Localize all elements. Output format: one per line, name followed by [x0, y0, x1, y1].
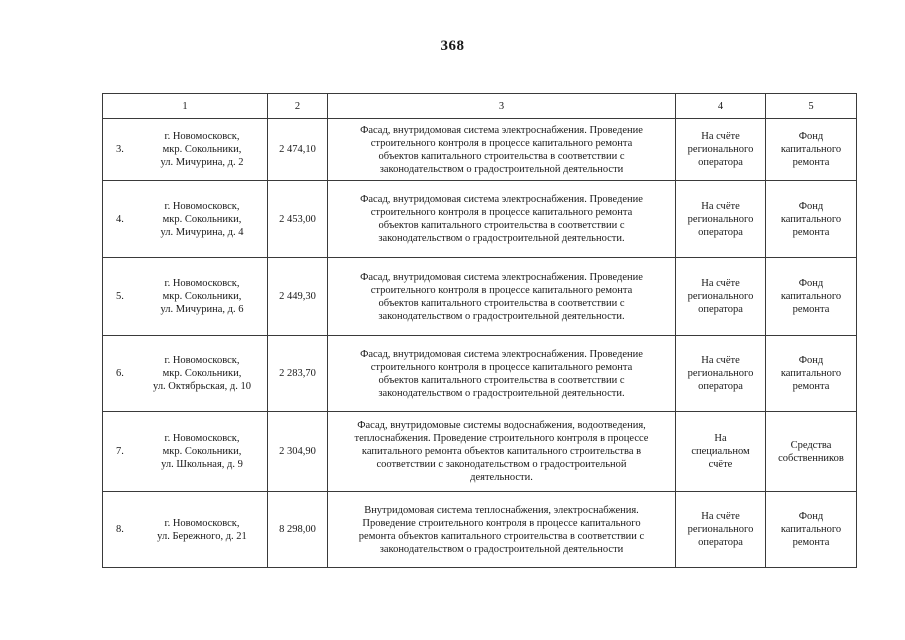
cost-cell: 2 283,70 [268, 336, 328, 412]
account-line: регионального [687, 213, 754, 225]
address-cell [103, 181, 268, 258]
address-line: ул. Школьная, д. 9 [161, 459, 243, 470]
description-line: строительного контроля в процессе капитального ремонта [370, 137, 633, 149]
description-line: законодательством о градостроительной деятельности. [378, 233, 625, 244]
address-line: г. Новомосковск, [164, 433, 240, 444]
table-row [103, 412, 857, 492]
description-line: ремонта объектов капитального строительства в соответствии с [358, 530, 645, 542]
account-line: регионального [687, 144, 754, 155]
column-header: 2 [268, 94, 328, 119]
funding-line: капитального [780, 524, 842, 535]
work-description [328, 181, 676, 258]
account-cell [676, 258, 766, 336]
table-header-row [103, 94, 857, 119]
funding-cell [766, 119, 857, 181]
address-line: мкр. Сокольники, [162, 291, 242, 302]
description-line: объектов капитального строительства в соответствии с [378, 374, 625, 386]
table-row [103, 181, 857, 258]
address [140, 432, 264, 471]
row-number: 4. [116, 213, 124, 225]
description-line: законодательством о градостроительной деятельности. [378, 310, 625, 322]
column-header: 3 [328, 94, 676, 119]
address-cell [103, 336, 268, 412]
description-line: законодательством о градостроительной деятельности [379, 543, 624, 555]
description-line: объектов капитального строительства в соответствии с [378, 150, 625, 162]
account-line: регионального [687, 291, 754, 302]
column-header: 5 [766, 94, 857, 119]
address [140, 517, 264, 543]
row-number: 3. [116, 144, 124, 155]
funding-cell [766, 336, 857, 412]
description-line: законодательством о градостроительной деятельности. [378, 387, 625, 399]
description-line: строительного контроля в процессе капитального ремонта [370, 361, 633, 373]
description-line: строительного контроля в процессе капитального ремонта [370, 207, 633, 218]
table-row [103, 336, 857, 412]
description-line: Проведение строительного контроля в процессе капитального [362, 517, 641, 529]
work-description [328, 336, 676, 412]
work-description [328, 119, 676, 181]
funding-line: собственников [778, 452, 844, 464]
address-line: мкр. Сокольники, [162, 213, 242, 225]
funding-line: капитального [780, 368, 842, 379]
funding-line: Фонд [798, 278, 824, 289]
account-line: На счёте [701, 200, 740, 212]
funding-line: Средства [790, 439, 832, 451]
account-line: На [714, 433, 727, 444]
description-line: Фасад, внутридомовая система электроснабжения. Проведение [360, 194, 643, 205]
account-line: регионального [687, 524, 754, 535]
funding-line: Фонд [798, 355, 824, 366]
funding-cell [766, 258, 857, 336]
cost-cell: 8 298,00 [268, 492, 328, 568]
funding-cell [766, 412, 857, 492]
description-line: Фасад, внутридомовая система электроснабжения. Проведение [360, 348, 643, 360]
address-cell [103, 258, 268, 336]
account-cell [676, 492, 766, 568]
funding-line: ремонта [792, 537, 830, 548]
address-cell [103, 412, 268, 492]
account-line: На счёте [701, 355, 740, 366]
cost-cell: 2 453,00 [268, 181, 328, 258]
account-line: На счёте [701, 511, 740, 522]
address-line: ул. Мичурина, д. 4 [160, 226, 244, 238]
funding-line: капитального [780, 213, 842, 225]
table-row [103, 258, 857, 336]
address-cell [103, 492, 268, 568]
page-number: 368 [440, 38, 465, 54]
address [140, 354, 264, 393]
work-description [328, 492, 676, 568]
account-line: оператора [698, 537, 743, 548]
account-cell [676, 119, 766, 181]
column-header: 4 [676, 94, 766, 119]
account-line: оператора [698, 381, 743, 392]
account-line: оператора [698, 226, 743, 238]
address-line: мкр. Сокольники, [162, 144, 242, 155]
table-row [103, 492, 857, 568]
funding-line: ремонта [792, 304, 830, 315]
address-line: г. Новомосковск, [164, 200, 240, 212]
funding-line: капитального [780, 144, 842, 155]
work-description [328, 258, 676, 336]
address [140, 200, 264, 239]
funding-line: Фонд [798, 200, 824, 212]
funding-cell [766, 181, 857, 258]
funding-line: капитального [780, 291, 842, 302]
address [140, 277, 264, 316]
funding-line: ремонта [792, 157, 830, 168]
row-number: 8. [116, 524, 124, 535]
account-cell [676, 181, 766, 258]
description-line: теплоснабжения. Проведение строительного контроля в процессе [354, 433, 649, 444]
description-line: законодательством о градостроительной деятельности [379, 163, 624, 175]
funding-line: Фонд [798, 511, 824, 522]
description-line: строительного контроля в процессе капитального ремонта [370, 284, 633, 296]
description-line: объектов капитального строительства в соответствии с [378, 220, 625, 231]
work-description [328, 412, 676, 492]
account-line: оператора [698, 157, 743, 168]
description-line: объектов капитального строительства в соответствии с [378, 297, 625, 309]
address-line: ул. Бережного, д. 21 [157, 530, 247, 542]
account-line: специальном [691, 446, 750, 457]
funding-line: ремонта [792, 381, 830, 392]
description-line: Внутридомовая система теплоснабжения, электроснабжения. [364, 504, 639, 516]
address-line: мкр. Сокольники, [162, 446, 242, 457]
cost-cell: 2 474,10 [268, 119, 328, 181]
address-line: г. Новомосковск, [164, 517, 240, 529]
address-line: г. Новомосковск, [164, 131, 240, 142]
account-line: счёте [708, 459, 733, 470]
funding-line: Фонд [798, 131, 824, 142]
cost-cell: 2 304,90 [268, 412, 328, 492]
cost-cell: 2 449,30 [268, 258, 328, 336]
account-line: оператора [698, 304, 743, 315]
address-line: ул. Октябрьская, д. 10 [153, 381, 251, 392]
address-line: г. Новомосковск, [164, 355, 240, 366]
address-line: мкр. Сокольники, [162, 368, 242, 379]
account-line: регионального [687, 368, 754, 379]
address [140, 130, 264, 169]
description-line: соответствии с законодательством о градостроительной [376, 459, 627, 470]
account-line: На счёте [701, 131, 740, 142]
row-number: 7. [116, 446, 124, 457]
row-number: 6. [116, 368, 124, 379]
account-cell [676, 412, 766, 492]
account-line: На счёте [701, 278, 740, 289]
funding-line: ремонта [792, 226, 830, 238]
description-line: Фасад, внутридомовые системы водоснабжения, водоотведения, [357, 420, 646, 431]
description-line: деятельности. [470, 472, 533, 483]
repair-table [102, 93, 857, 568]
account-cell [676, 336, 766, 412]
description-line: Фасад, внутридомовая система электроснабжения. Проведение [360, 124, 643, 136]
column-header: 1 [103, 94, 268, 119]
row-number: 5. [116, 291, 124, 302]
address-cell [103, 119, 268, 181]
address-line: ул. Мичурина, д. 6 [160, 304, 244, 315]
description-line: капитального ремонта объектов капитального строительства в [361, 446, 642, 457]
table-row [103, 119, 857, 181]
description-line: Фасад, внутридомовая система электроснабжения. Проведение [360, 271, 643, 283]
address-line: ул. Мичурина, д. 2 [160, 157, 244, 168]
address-line: г. Новомосковск, [164, 278, 240, 289]
funding-cell [766, 492, 857, 568]
